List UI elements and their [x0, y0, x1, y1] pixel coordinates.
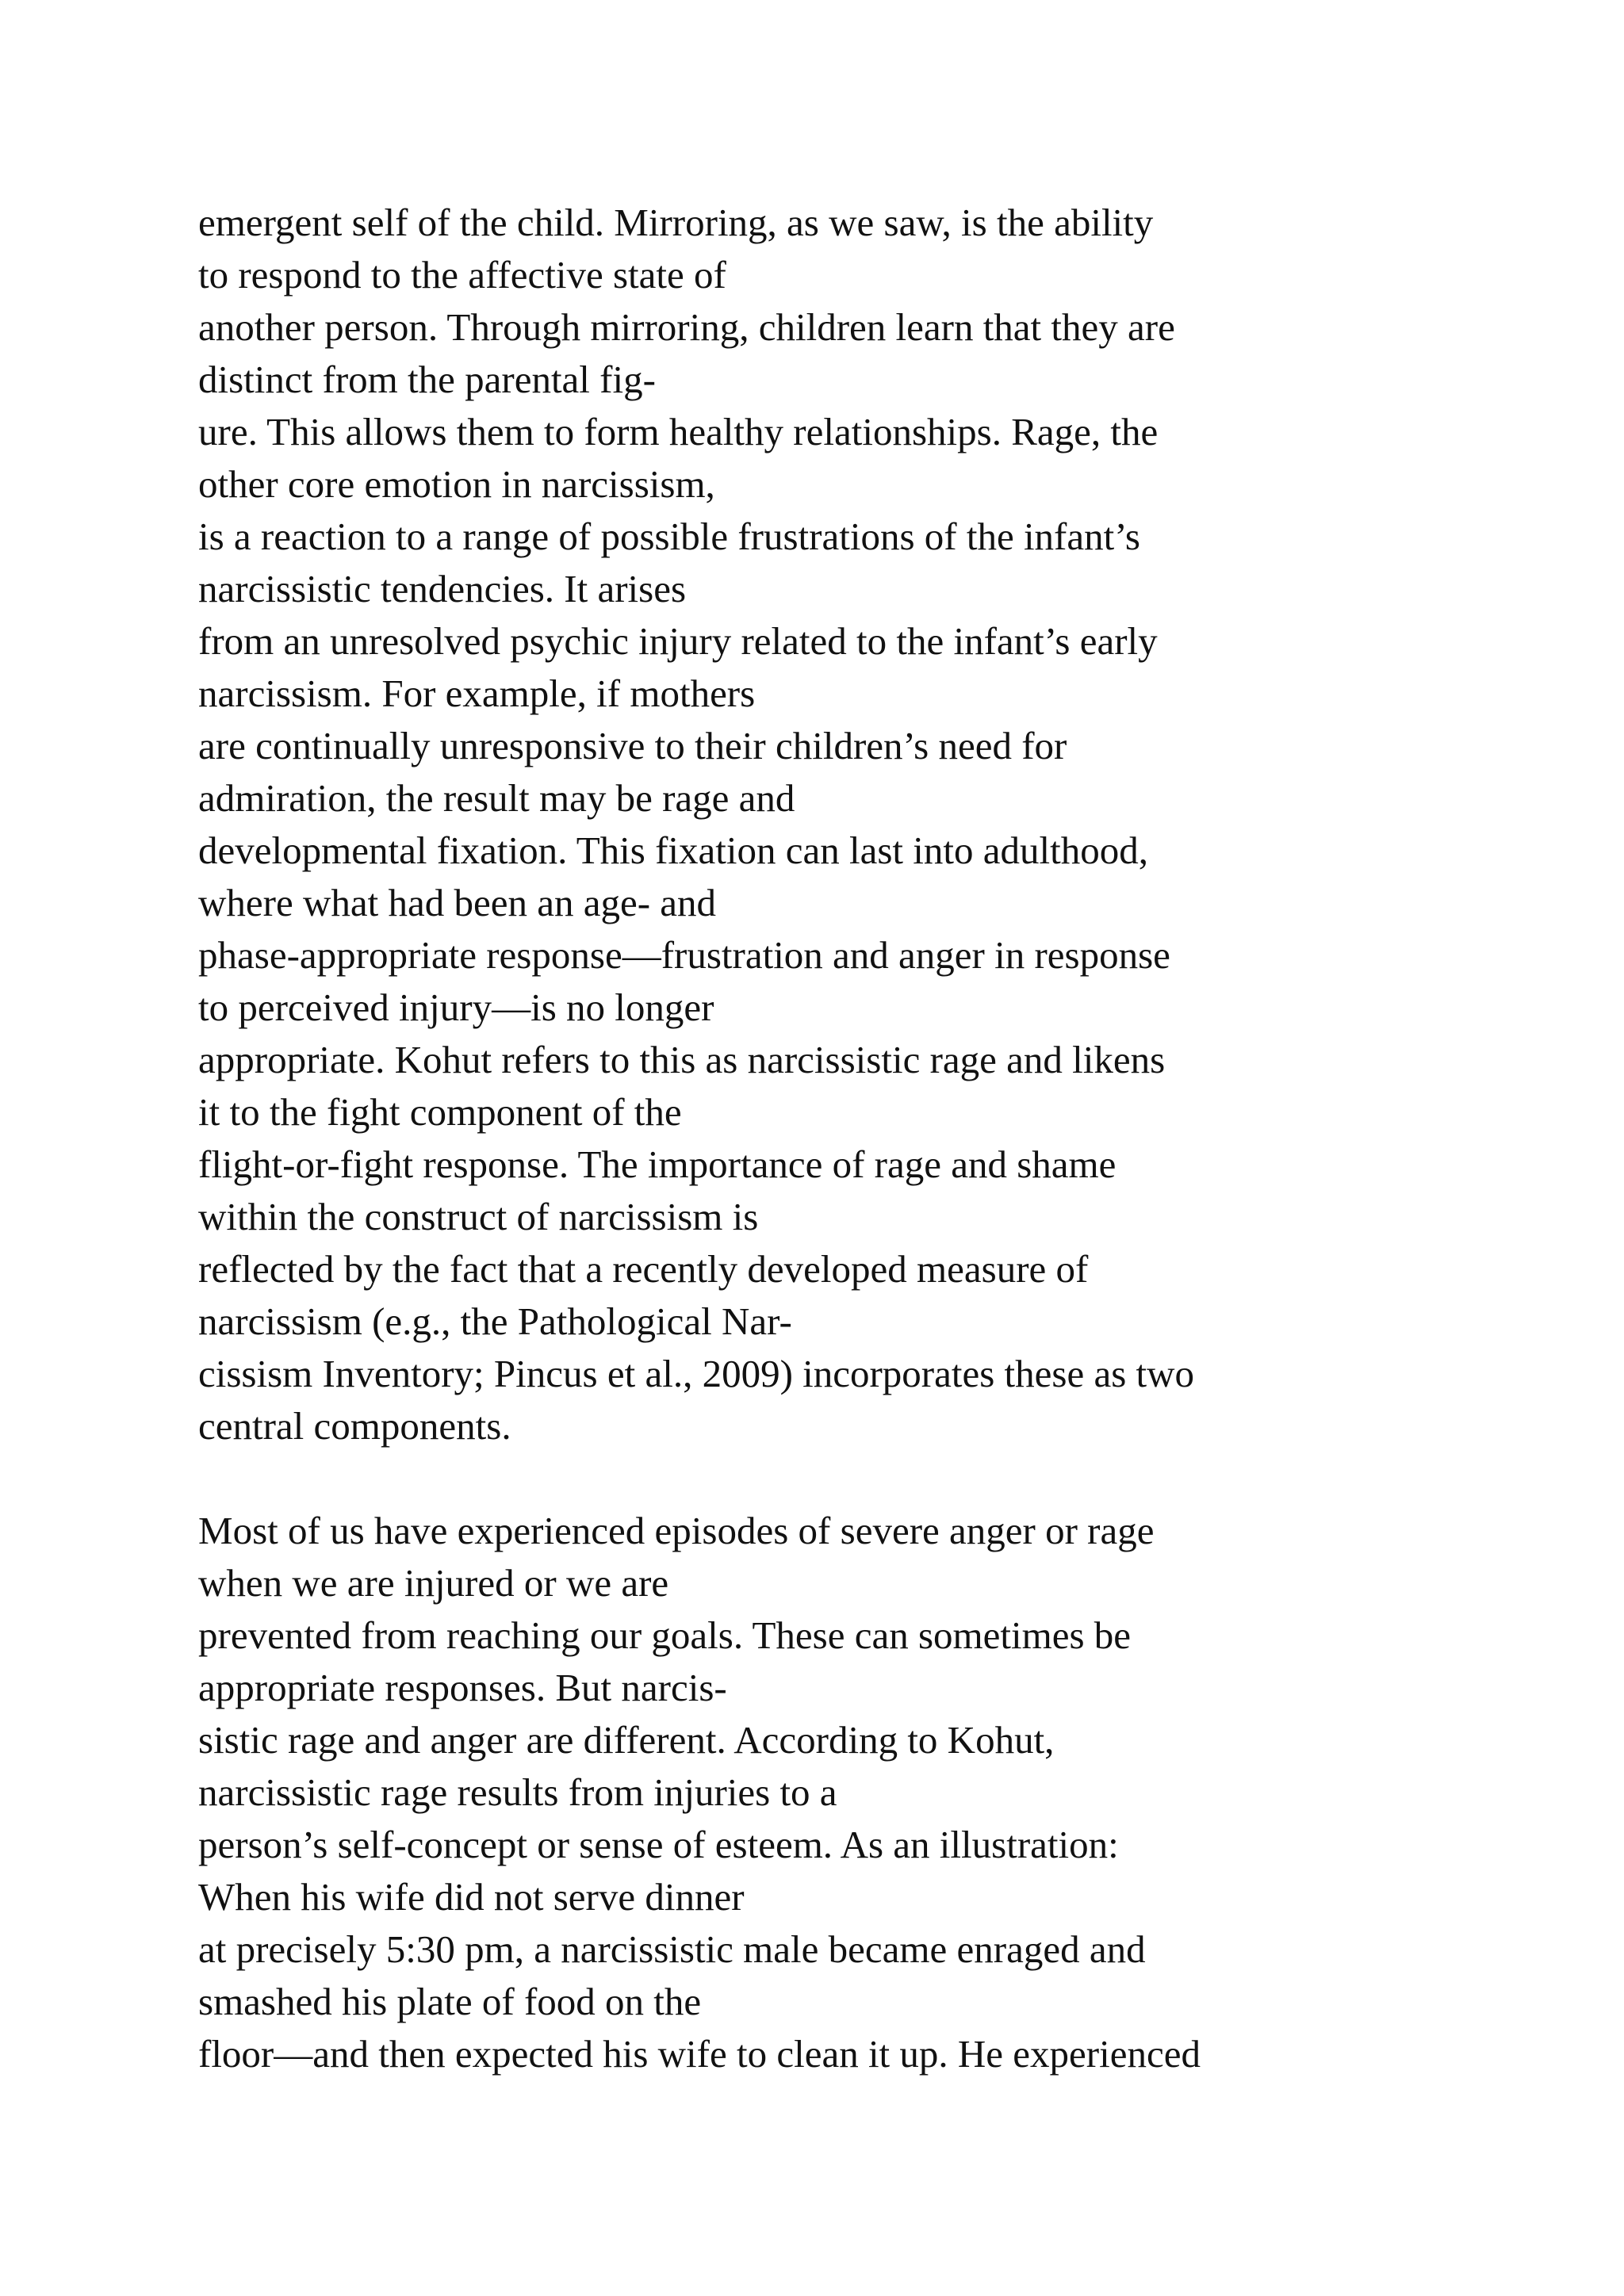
text-line: to respond to the affective state of	[198, 253, 726, 297]
text-line: distinct from the parental fig-	[198, 358, 656, 401]
text-line: when we are injured or we are	[198, 1561, 669, 1605]
text-line: to perceived injury—is no longer	[198, 985, 714, 1029]
text-line: narcissism. For example, if mothers	[198, 672, 756, 715]
text-line: other core emotion in narcissism,	[198, 462, 715, 506]
text-line: cissism Inventory; Pincus et al., 2009) incorporates these as two	[198, 1352, 1195, 1395]
text-line: ure. This allows them to form healthy relationships. Rage, the	[198, 410, 1159, 453]
text-line: person’s self-concept or sense of esteem. As an illustration:	[198, 1823, 1119, 1866]
text-line: within the construct of narcissism is	[198, 1195, 759, 1238]
text-line: are continually unresponsive to their children’s need for	[198, 724, 1067, 767]
text-line: reflected by the fact that a recently developed measure of	[198, 1247, 1089, 1291]
text-line: where what had been an age- and	[198, 881, 717, 924]
text-line: appropriate responses. But narcis-	[198, 1666, 727, 1709]
text-line: narcissistic rage results from injuries to a	[198, 1770, 837, 1814]
text-line: admiration, the result may be rage and	[198, 776, 795, 820]
text-line: smashed his plate of food on the	[198, 1980, 702, 2023]
text-line: narcissistic tendencies. It arises	[198, 567, 687, 610]
text-line: When his wife did not serve dinner	[198, 1875, 745, 1919]
text-line: phase-appropriate response—frustration and anger in response	[198, 933, 1170, 977]
text-line: floor—and then expected his wife to clean it up. He experienced	[198, 2032, 1201, 2076]
text-line: from an unresolved psychic injury related to the infant’s early	[198, 619, 1158, 663]
text-line: is a reaction to a range of possible frustrations of the infant’s	[198, 515, 1140, 558]
text-line: another person. Through mirroring, children learn that they are	[198, 305, 1175, 349]
text-line: narcissism (e.g., the Pathological Nar-	[198, 1299, 792, 1343]
text-line: developmental fixation. This fixation can last into adulthood,	[198, 828, 1148, 872]
paragraph-1	[198, 197, 1507, 1452]
body-text	[198, 197, 1507, 2080]
text-line: Most of us have experienced episodes of severe anger or rage	[198, 1509, 1155, 1552]
text-line: emergent self of the child. Mirroring, as we saw, is the ability	[198, 201, 1154, 244]
paragraph-spacer	[198, 1452, 1507, 1505]
text-line: it to the fight component of the	[198, 1090, 682, 1134]
text-line: prevented from reaching our goals. These can sometimes be	[198, 1613, 1132, 1657]
paragraph-2	[198, 1505, 1507, 2080]
text-line: at precisely 5:30 pm, a narcissistic male became enraged and	[198, 1927, 1146, 1971]
text-line: central components.	[198, 1404, 511, 1448]
text-line: sistic rage and anger are different. According to Kohut,	[198, 1718, 1055, 1762]
text-line: appropriate. Kohut refers to this as narcissistic rage and likens	[198, 1038, 1166, 1081]
text-line: flight-or-fight response. The importance of rage and shame	[198, 1142, 1116, 1186]
